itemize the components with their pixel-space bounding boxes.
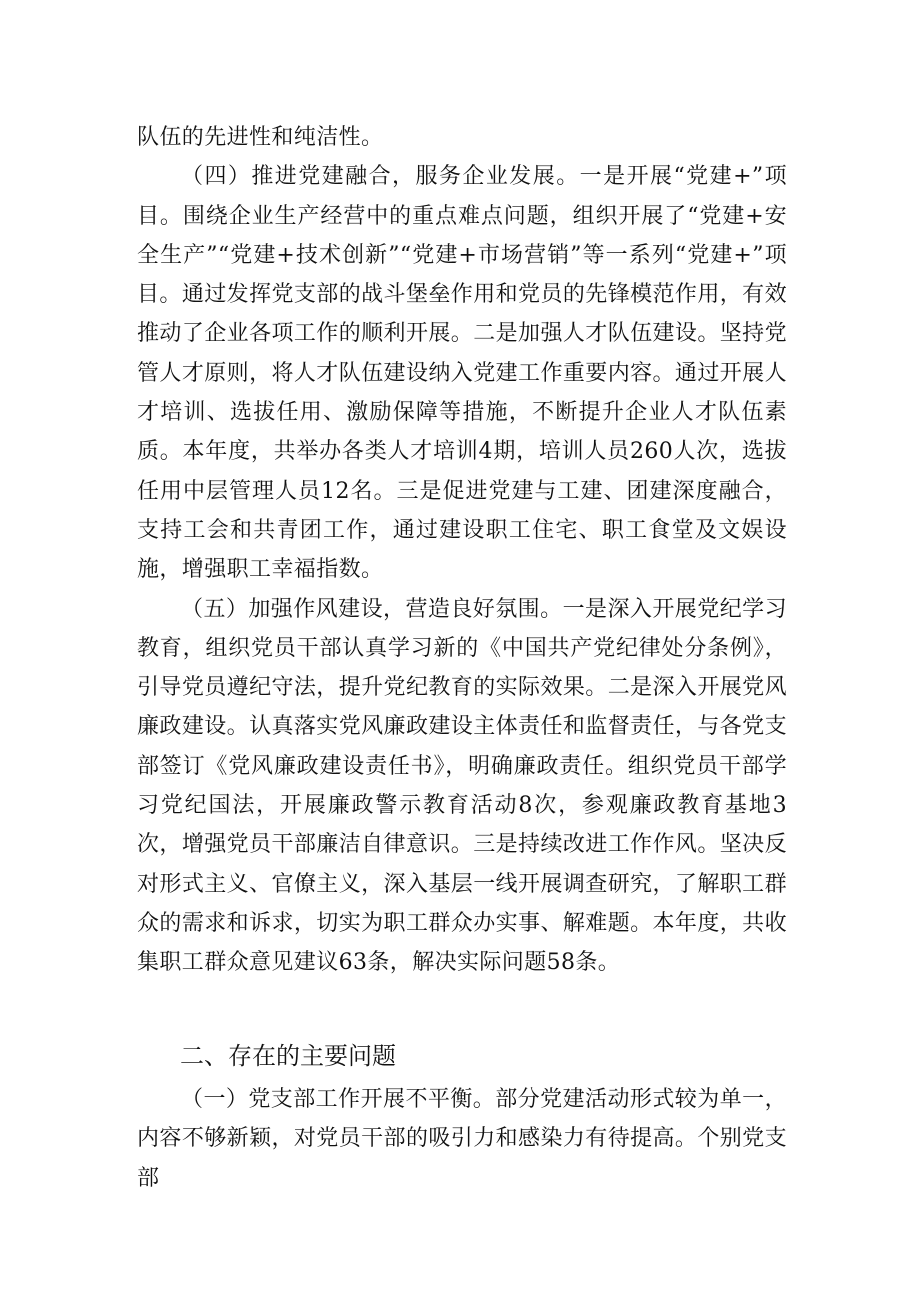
body-text-top [137, 118, 787, 983]
section-heading-problems: 二、存在的主要问题 [180, 1042, 396, 1070]
continuation-paragraph: 队伍的先进性和纯洁性。 [137, 125, 384, 150]
body-text-bottom [137, 1080, 787, 1198]
paragraph-section-4: （四）推进党建融合，服务企业发展。一是开展“党建+”项目。围绕企业生产经营中的重点难点问题，组织开展了“党建+安全生产”“党建+技术创新”“党建+市场营销”等一系列“党建+”项目。通过发挥党支部的战斗堡垒作用和党员的先锋模范作用，有效推动了企业各项工作的顺利开展。二是加强人才队伍建设。坚持党管人才原则，将人才队伍建设纳入党建工作重要内容。通过开展人才培训、选拔任用、激励保障等措施，不断提升企业人才队伍素质。本年度，共举办各类人才培训4期，培训人员260人次，选拔任用中层管理人员12名。三是促进党建与工建、团建深度融合，支持工会和共青团工作，通过建设职工住宅、职工食堂及文娱设施，增强职工幸福指数。 [137, 164, 787, 583]
paragraph-problem-1: （一）党支部工作开展不平衡。部分党建活动形式较为单一，内容不够新颖，对党员干部的吸引力和感染力有待提高。个别党支部 [137, 1087, 787, 1191]
paragraph-section-5: （五）加强作风建设，营造良好氛围。一是深入开展党纪学习教育，组织党员干部认真学习新的《中国共产党纪律处分条例》，引导党员遵纪守法，提升党纪教育的实际效果。二是深入开展党风廉政建设。认真落实党风廉政建设主体责任和监督责任，与各党支部签订《党风廉政建设责任书》，明确廉政责任。组织党员干部学习党纪国法，开展廉政警示教育活动8次，参观廉政教育基地3次，增强党员干部廉洁自律意识。三是持续改进工作作风。坚决反对形式主义、官僚主义，深入基层一线开展调查研究，了解职工群众的需求和诉求，切实为职工群众办实事、解难题。本年度，共收集职工群众意见建议63条，解决实际问题58条。 [137, 596, 787, 976]
